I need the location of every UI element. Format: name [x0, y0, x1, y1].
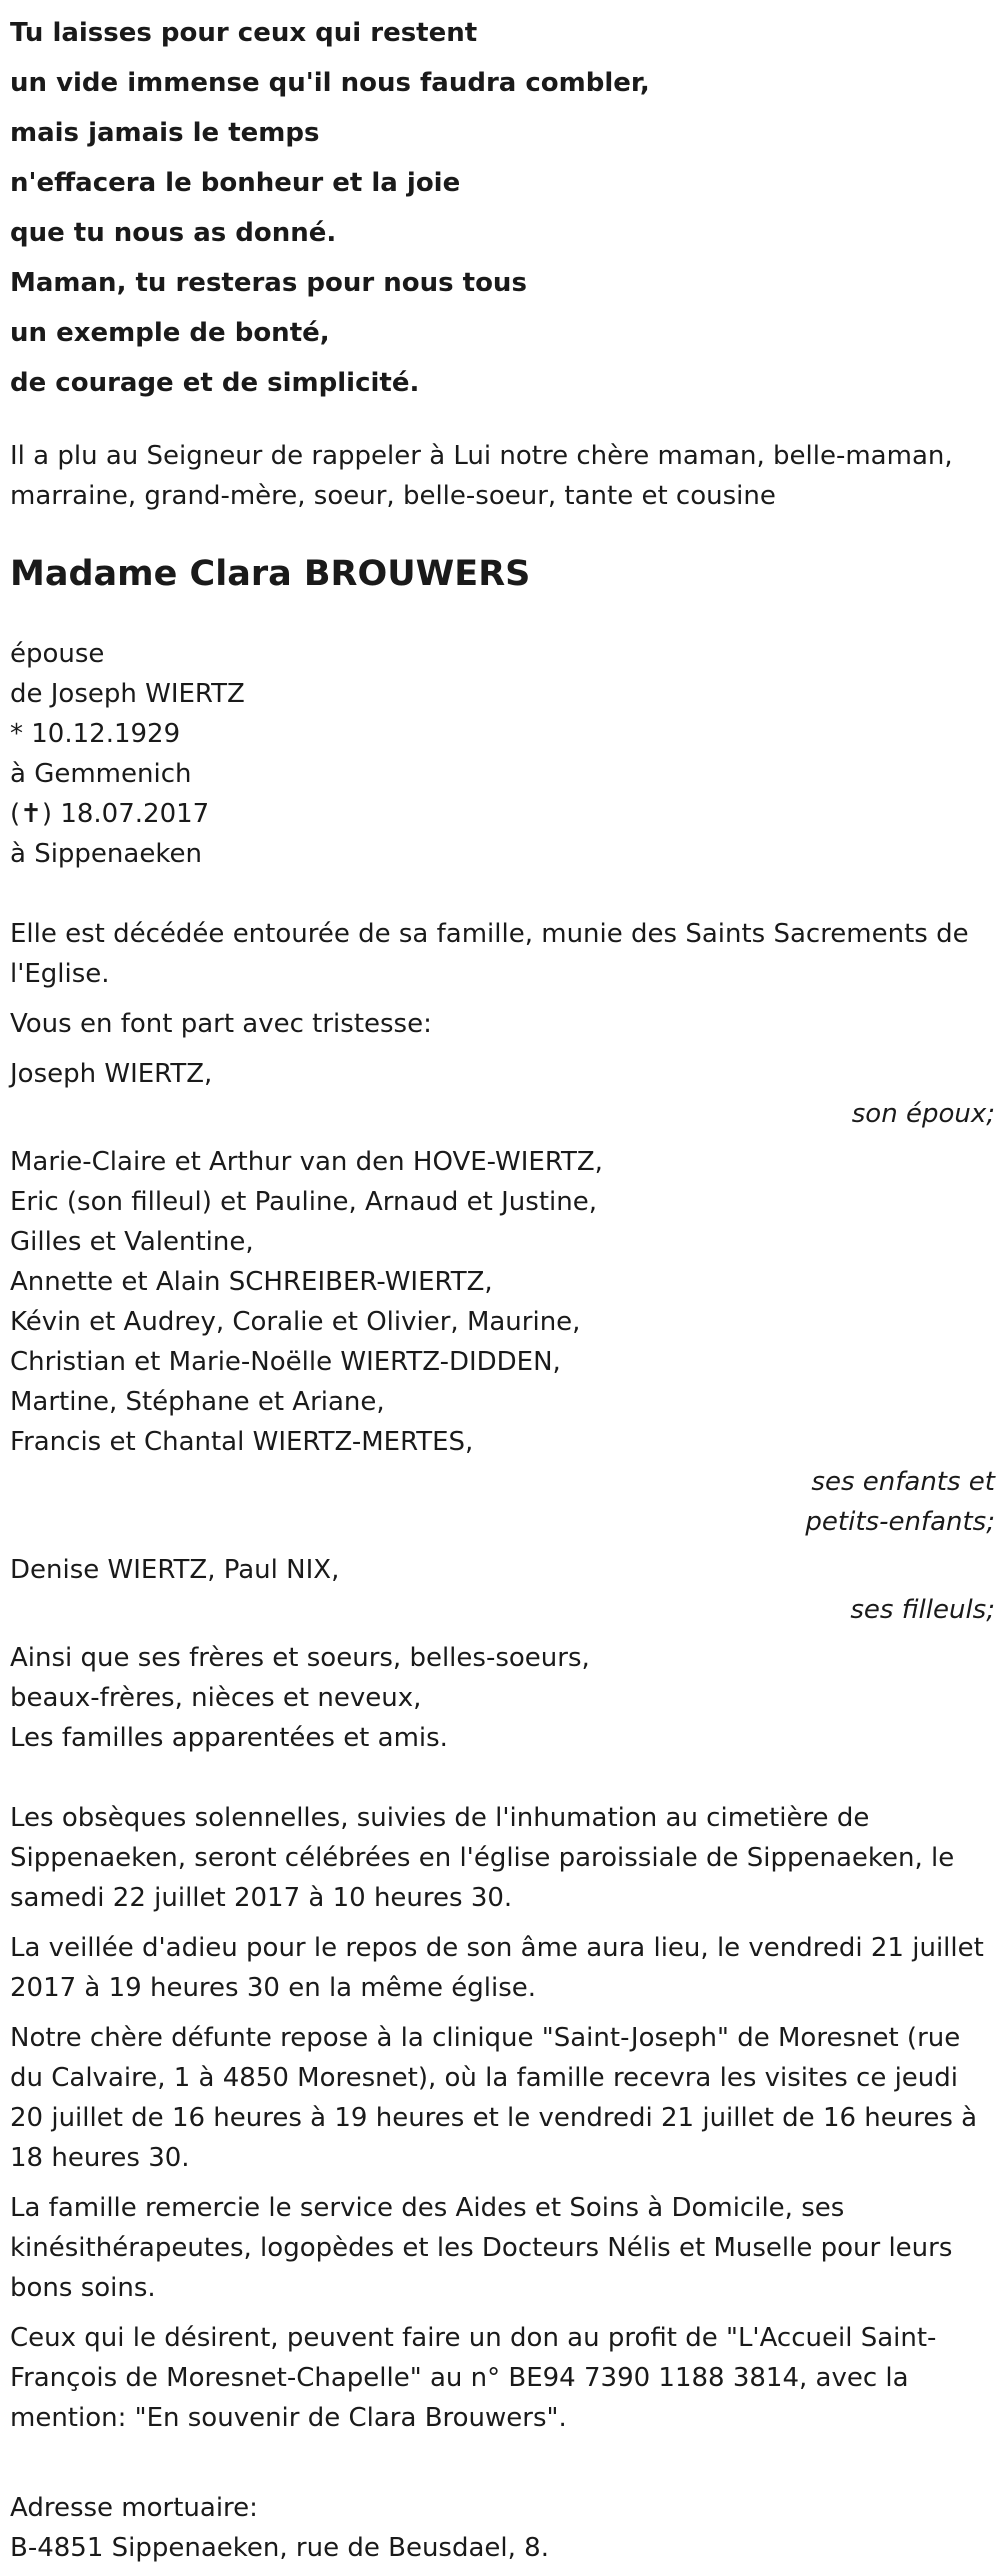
funeral-text: Les obsèques solennelles, suivies de l'inhumation au cimetière de Sippenaeken, seront célébrées en l'église paroissiale de Sippenaeken, le samedi 22 juillet 2017 à 10 heures 30. — [10, 1803, 955, 1913]
death-date: (✝) 18.07.2017 — [10, 799, 210, 829]
family-line: Eric (son filleul) et Pauline, Arnaud et Justine, — [10, 1187, 597, 1217]
family-list — [10, 1054, 995, 1758]
birth-place: à Gemmenich — [10, 759, 192, 789]
birth-date: * 10.12.1929 — [10, 719, 181, 749]
donation-text: Ceux qui le désirent, peuvent faire un don au profit de "L'Accueil Saint-François de Moresnet-Chapelle" au n° BE94 7390 1188 3814, avec la mention: "En souvenir de Clara Brouwers". — [10, 2323, 937, 2433]
rest-text: Notre chère défunte repose à la clinique "Saint-Joseph" de Moresnet (rue du Calvaire, 1 à 4850 Moresnet), où la famille recevra les visites ce jeudi 20 juillet de 16 heures à 19 heures et le vendredi 21 juillet de 16 heures à 18 heures 30. — [10, 2023, 978, 2173]
family-line: Kévin et Audrey, Coralie et Olivier, Maurine, — [10, 1307, 581, 1337]
address-label: Adresse mortuaire: — [10, 2493, 258, 2523]
poem-line: n'effacera le bonheur et la joie — [10, 168, 461, 198]
husband-line: Joseph WIERTZ, — [10, 1059, 213, 1089]
family-line: Annette et Alain SCHREIBER-WIERTZ, — [10, 1267, 493, 1297]
deceased-details — [10, 634, 995, 874]
poem-line: mais jamais le temps — [10, 118, 320, 148]
poem-line: Tu laisses pour ceux qui restent — [10, 18, 478, 48]
godchildren-role: ses filleuls; — [850, 1595, 995, 1625]
intro-text: Il a plu au Seigneur de rappeler à Lui notre chère maman, belle-maman, marraine, grand-mère, soeur, belle-soeur, tante et cousine — [10, 441, 953, 511]
family-line: Gilles et Valentine, — [10, 1227, 254, 1257]
family-line: Christian et Marie-Noëlle WIERTZ-DIDDEN, — [10, 1347, 561, 1377]
death-statement: Elle est décédée entourée de sa famille, munie des Saints Sacrements de l'Eglise. — [10, 919, 969, 989]
poem-line: Maman, tu resteras pour nous tous — [10, 268, 527, 298]
family-line: Ainsi que ses frères et soeurs, belles-soeurs, — [10, 1643, 590, 1673]
deceased-name: Madame Clara BROUWERS — [10, 554, 531, 594]
spouse-name: de Joseph WIERTZ — [10, 679, 245, 709]
family-line: Francis et Chantal WIERTZ-MERTES, — [10, 1427, 474, 1457]
poem-line: un vide immense qu'il nous faudra combler, — [10, 68, 650, 98]
children-role: petits-enfants; — [805, 1507, 995, 1537]
children-role: ses enfants et — [811, 1467, 995, 1497]
spouse-label: épouse — [10, 639, 105, 669]
godchildren-line: Denise WIERTZ, Paul NIX, — [10, 1555, 340, 1585]
poem — [10, 8, 995, 408]
thanks-text: La famille remercie le service des Aides et Soins à Domicile, ses kinésithérapeutes, logopèdes et les Docteurs Nélis et Muselle pour leurs bons soins. — [10, 2193, 953, 2303]
poem-line: de courage et de simplicité. — [10, 368, 420, 398]
death-place: à Sippenaeken — [10, 839, 202, 869]
husband-role: son époux; — [851, 1099, 995, 1129]
poem-line: que tu nous as donné. — [10, 218, 337, 248]
address-text: B-4851 Sippenaeken, rue de Beusdael, 8. — [10, 2533, 549, 2563]
poem-line: un exemple de bonté, — [10, 318, 330, 348]
family-line: Les familles apparentées et amis. — [10, 1723, 448, 1753]
announce-text: Vous en font part avec tristesse: — [10, 1009, 432, 1039]
family-line: Marie-Claire et Arthur van den HOVE-WIERTZ, — [10, 1147, 603, 1177]
vigil-text: La veillée d'adieu pour le repos de son âme aura lieu, le vendredi 21 juillet 2017 à 19 heures 30 en la même église. — [10, 1933, 984, 2003]
obituary-page — [10, 0, 995, 2568]
family-line: Martine, Stéphane et Ariane, — [10, 1387, 385, 1417]
family-line: beaux-frères, nièces et neveux, — [10, 1683, 422, 1713]
